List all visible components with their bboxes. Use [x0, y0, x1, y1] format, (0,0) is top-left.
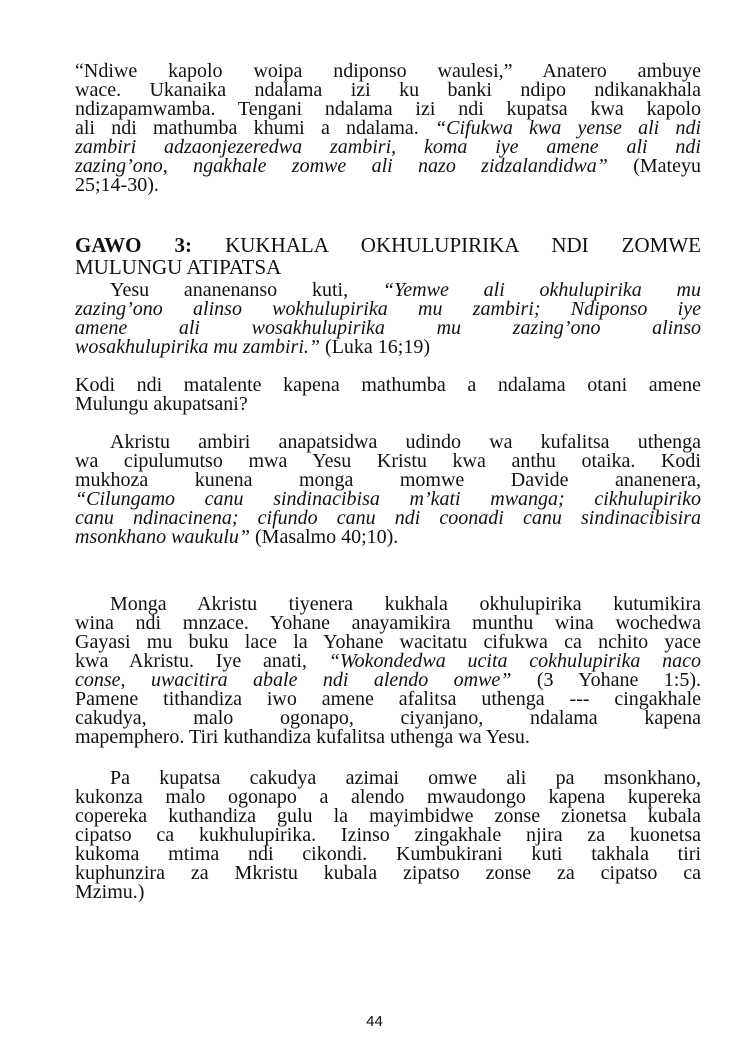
text-run: (3 Yohane 1:5).	[511, 669, 701, 691]
italic-text-run: “Cilungamo canu sindinacibisa m’kati mwanga; cikhulupiriko	[75, 488, 701, 510]
text-run: copereka kuthandiza gulu la mayimbidwe zonse zionetsa kubala	[75, 805, 701, 827]
paragraph-gaius	[75, 595, 701, 747]
text-run: mapemphero. Tiri kuthandiza kufalitsa uthenga wa Yesu.	[75, 726, 530, 748]
text-run: Pamene tithandiza iwo amene afalitsa uthenga --- cingakhale	[75, 688, 701, 710]
italic-text-run: canu ndinacinena; cifundo canu ndi coonadi canu sindinacibisira	[75, 507, 701, 529]
paragraph-parable-conclusion	[75, 62, 701, 195]
text-run: (Masalmo 40;10).	[250, 526, 399, 548]
text-run: Pa kupatsa cakudya azimai omwe ali pa msonkhano,	[110, 767, 701, 789]
italic-text-run: “Wokondedwa ucita cokhulupirika naco	[328, 650, 701, 672]
text-run: wa cipulumutso mwa Yesu Kristu kwa anthu otaika. Kodi	[75, 450, 701, 472]
text-run: wina ndi mnzace. Yohane anayamikira munthu wina wochedwa	[75, 612, 701, 634]
text-run: (Luka 16;19)	[320, 336, 431, 358]
text-run: Kodi ndi matalente kapena mathumba a ndalama otani amene	[75, 374, 701, 396]
text-run: Mulungu akupatsani?	[75, 393, 248, 415]
text-line	[75, 338, 701, 357]
italic-text-run: zazing’ono, ngakhale zomwe ali nazo zidzalandidwa”	[75, 155, 608, 177]
paragraph-question	[75, 376, 701, 414]
page-number: 44	[366, 1013, 383, 1030]
italic-text-run: zazing’ono alinso wokhulupirika mu zambiri; Ndiponso iye	[75, 298, 701, 320]
text-run: mukhoza kunena monga momwe Davide ananenera,	[75, 469, 701, 491]
text-run: Mzimu.)	[75, 881, 145, 903]
italic-text-run: “Yemwe ali okhulupirika mu	[382, 279, 701, 301]
paragraph-psalm-quote	[75, 433, 701, 547]
italic-text-run: msonkhano waukulu”	[75, 526, 250, 548]
text-run: Gayasi mu buku lace la Yohane wacitatu cifukwa ca nchito yace	[75, 631, 701, 653]
text-run: kuphunzira za Mkristu kubala zipatso zonse za cipatso ca	[75, 862, 701, 884]
italic-text-run: wosakhulupirika mu zambiri.”	[75, 336, 321, 358]
text-run: KUKHALA OKHULUPIRIKA NDI ZOMWE	[192, 233, 701, 257]
text-run: ndizapamwamba. Tengani ndalama izi ndi kupatsa kwa kapolo	[75, 98, 701, 120]
text-run: cipatso ca kukhulupirika. Izinso zingakhale njira za kuonetsa	[75, 824, 701, 846]
text-run: kukoma mtima ndi cikondi. Kumbukirani kuti takhala tiri	[75, 843, 701, 865]
bold-text-run: GAWO 3:	[75, 233, 193, 257]
text-run: kwa Akristu. Iye anati,	[75, 650, 329, 672]
text-run: Akristu ambiri anapatsidwa udindo wa kufalitsa uthenga	[110, 431, 701, 453]
italic-text-run: “Cifukwa kwa yense ali ndi	[435, 117, 701, 139]
italic-text-run: conse, uwacitira abale ndi alendo omwe”	[75, 669, 512, 691]
text-line	[75, 864, 701, 883]
text-run: kukonza malo ogonapo a alendo mwaudongo kapena kupereka	[75, 786, 701, 808]
text-run: ali ndi mathumba khumi a ndalama.	[75, 117, 436, 139]
italic-text-run: zambiri adzaonjezeredwa zambiri, koma iye amene ali ndi	[75, 136, 701, 158]
text-run: Yesu ananenanso kuti,	[110, 279, 383, 301]
section-heading	[75, 234, 701, 278]
text-line	[75, 157, 701, 176]
text-run: MULUNGU ATIPATSA	[75, 255, 282, 279]
paragraph-luke-quote	[75, 281, 701, 357]
text-line	[75, 234, 701, 256]
text-line	[75, 176, 701, 195]
text-run: Monga Akristu tiyenera kukhala okhulupirika kutumikira	[110, 593, 701, 615]
paragraph-fruit	[75, 769, 701, 902]
text-line	[75, 528, 701, 547]
text-line	[75, 256, 701, 278]
text-line	[75, 395, 701, 414]
text-run: 25;14-30).	[75, 174, 159, 196]
text-line	[75, 728, 701, 747]
text-run: wace. Ukanaika ndalama izi ku banki ndipo ndikanakhala	[75, 79, 701, 101]
text-line	[75, 883, 701, 902]
text-run: “Ndiwe kapolo woipa ndiponso waulesi,” Anatero ambuye	[75, 60, 701, 82]
text-run: cakudya, malo ogonapo, ciyanjano, ndalama kapena	[75, 707, 701, 729]
italic-text-run: amene ali wosakhulupirika mu zazing’ono alinso	[75, 317, 701, 339]
text-run: (Mateyu	[607, 155, 701, 177]
